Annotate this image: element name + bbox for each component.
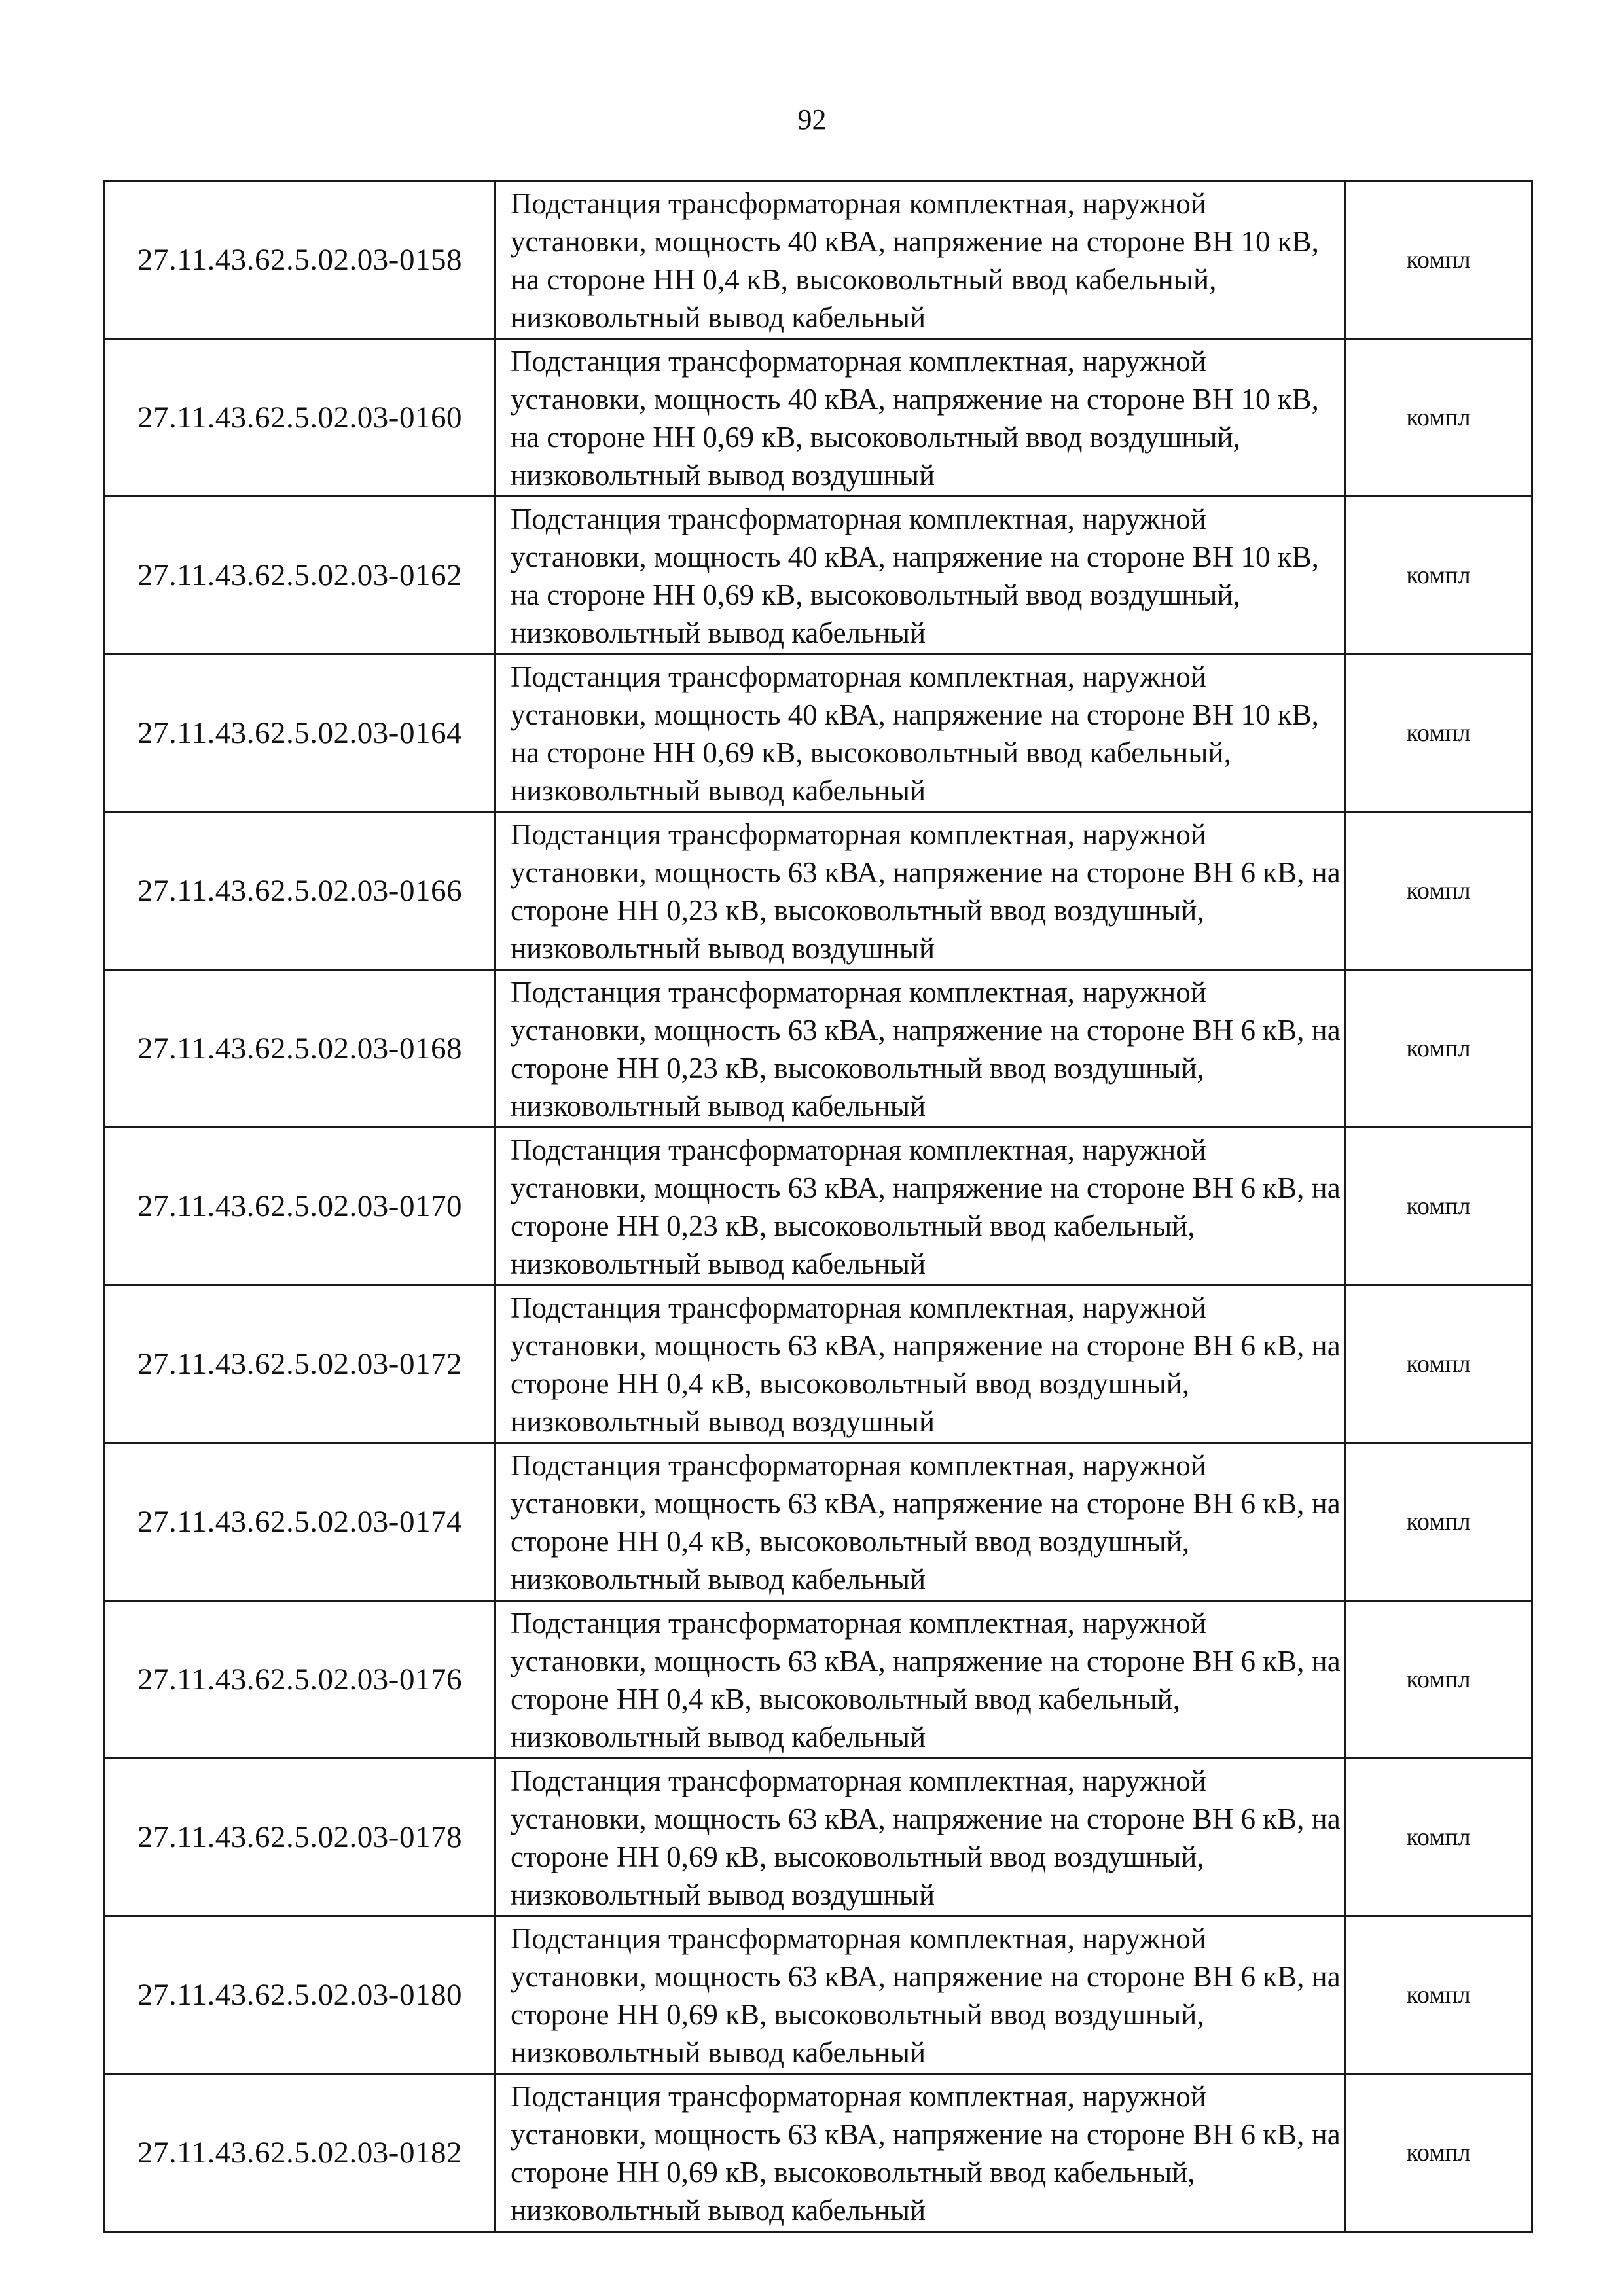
unit-of-measure: компл <box>1345 1759 1532 1916</box>
resource-description: Подстанция трансформаторная комплектная, наружной установки, мощность 40 кВА, напряжение на стороне ВН 10 кВ, на стороне НН 0,69 кВ, высоковольтный ввод воздушный, низковольтный вывод кабельный <box>496 497 1345 655</box>
resource-description: Подстанция трансформаторная комплектная, наружной установки, мощность 63 кВА, напряжение на стороне ВН 6 кВ, на стороне НН 0,4 кВ, высоковольтный ввод воздушный, низковольтный вывод кабельный <box>496 1443 1345 1601</box>
resource-description: Подстанция трансформаторная комплектная, наружной установки, мощность 63 кВА, напряжение на стороне ВН 6 кВ, на стороне НН 0,23 кВ, высоковольтный ввод воздушный, низковольтный вывод кабельный <box>496 970 1345 1128</box>
unit-of-measure: компл <box>1345 1916 1532 2074</box>
unit-of-measure: компл <box>1345 970 1532 1128</box>
table-row <box>105 2074 1532 2232</box>
unit-of-measure: компл <box>1345 1128 1532 1285</box>
resource-description: Подстанция трансформаторная комплектная, наружной установки, мощность 63 кВА, напряжение на стороне ВН 6 кВ, на стороне НН 0,23 кВ, высоковольтный ввод воздушный, низковольтный вывод воздушный <box>496 812 1345 970</box>
resource-code: 27.11.43.62.5.02.03-0160 <box>105 339 496 497</box>
resource-code: 27.11.43.62.5.02.03-0170 <box>105 1128 496 1285</box>
resource-code: 27.11.43.62.5.02.03-0182 <box>105 2074 496 2232</box>
table-row <box>105 1443 1532 1601</box>
resource-description: Подстанция трансформаторная комплектная, наружной установки, мощность 63 кВА, напряжение на стороне ВН 6 кВ, на стороне НН 0,69 кВ, высоковольтный ввод кабельный, низковольтный вывод кабельный <box>496 2074 1345 2232</box>
resource-code: 27.11.43.62.5.02.03-0166 <box>105 812 496 970</box>
table-row <box>105 812 1532 970</box>
unit-of-measure: компл <box>1345 655 1532 812</box>
unit-of-measure: компл <box>1345 339 1532 497</box>
page-number: 92 <box>797 103 827 135</box>
resource-description: Подстанция трансформаторная комплектная, наружной установки, мощность 40 кВА, напряжение на стороне ВН 10 кВ, на стороне НН 0,69 кВ, высоковольтный ввод кабельный, низковольтный вывод кабельный <box>496 655 1345 812</box>
table-row <box>105 1128 1532 1285</box>
table-row <box>105 1285 1532 1443</box>
resource-code: 27.11.43.62.5.02.03-0180 <box>105 1916 496 2074</box>
resource-code: 27.11.43.62.5.02.03-0176 <box>105 1601 496 1759</box>
resource-code: 27.11.43.62.5.02.03-0164 <box>105 655 496 812</box>
resource-code: 27.11.43.62.5.02.03-0168 <box>105 970 496 1128</box>
resource-description: Подстанция трансформаторная комплектная, наружной установки, мощность 63 кВА, напряжение на стороне ВН 6 кВ, на стороне НН 0,69 кВ, высоковольтный ввод воздушный, низковольтный вывод кабельный <box>496 1916 1345 2074</box>
table-row <box>105 1916 1532 2074</box>
unit-of-measure: компл <box>1345 1285 1532 1443</box>
unit-of-measure: компл <box>1345 181 1532 339</box>
resource-description: Подстанция трансформаторная комплектная, наружной установки, мощность 63 кВА, напряжение на стороне ВН 6 кВ, на стороне НН 0,4 кВ, высоковольтный ввод воздушный, низковольтный вывод воздушный <box>496 1285 1345 1443</box>
unit-of-measure: компл <box>1345 1601 1532 1759</box>
resource-description: Подстанция трансформаторная комплектная, наружной установки, мощность 40 кВА, напряжение на стороне ВН 10 кВ, на стороне НН 0,69 кВ, высоковольтный ввод воздушный, низковольтный вывод воздушный <box>496 339 1345 497</box>
resource-code: 27.11.43.62.5.02.03-0178 <box>105 1759 496 1916</box>
resource-description: Подстанция трансформаторная комплектная, наружной установки, мощность 63 кВА, напряжение на стороне ВН 6 кВ, на стороне НН 0,23 кВ, высоковольтный ввод кабельный, низковольтный вывод кабельный <box>496 1128 1345 1285</box>
resource-description: Подстанция трансформаторная комплектная, наружной установки, мощность 40 кВА, напряжение на стороне ВН 10 кВ, на стороне НН 0,4 кВ, высоковольтный ввод кабельный, низковольтный вывод кабельный <box>496 181 1345 339</box>
unit-of-measure: компл <box>1345 2074 1532 2232</box>
resource-table-body <box>105 181 1532 2232</box>
resource-code: 27.11.43.62.5.02.03-0162 <box>105 497 496 655</box>
table-row <box>105 497 1532 655</box>
table-row <box>105 339 1532 497</box>
resource-code: 27.11.43.62.5.02.03-0172 <box>105 1285 496 1443</box>
resource-description: Подстанция трансформаторная комплектная, наружной установки, мощность 63 кВА, напряжение на стороне ВН 6 кВ, на стороне НН 0,4 кВ, высоковольтный ввод кабельный, низковольтный вывод кабельный <box>496 1601 1345 1759</box>
resource-description: Подстанция трансформаторная комплектная, наружной установки, мощность 63 кВА, напряжение на стороне ВН 6 кВ, на стороне НН 0,69 кВ, высоковольтный ввод воздушный, низковольтный вывод воздушный <box>496 1759 1345 1916</box>
unit-of-measure: компл <box>1345 497 1532 655</box>
unit-of-measure: компл <box>1345 812 1532 970</box>
table-row <box>105 1759 1532 1916</box>
table-row <box>105 1601 1532 1759</box>
resource-code: 27.11.43.62.5.02.03-0158 <box>105 181 496 339</box>
table-row <box>105 181 1532 339</box>
table-row <box>105 970 1532 1128</box>
resource-table <box>103 180 1533 2233</box>
table-row <box>105 655 1532 812</box>
unit-of-measure: компл <box>1345 1443 1532 1601</box>
resource-code: 27.11.43.62.5.02.03-0174 <box>105 1443 496 1601</box>
